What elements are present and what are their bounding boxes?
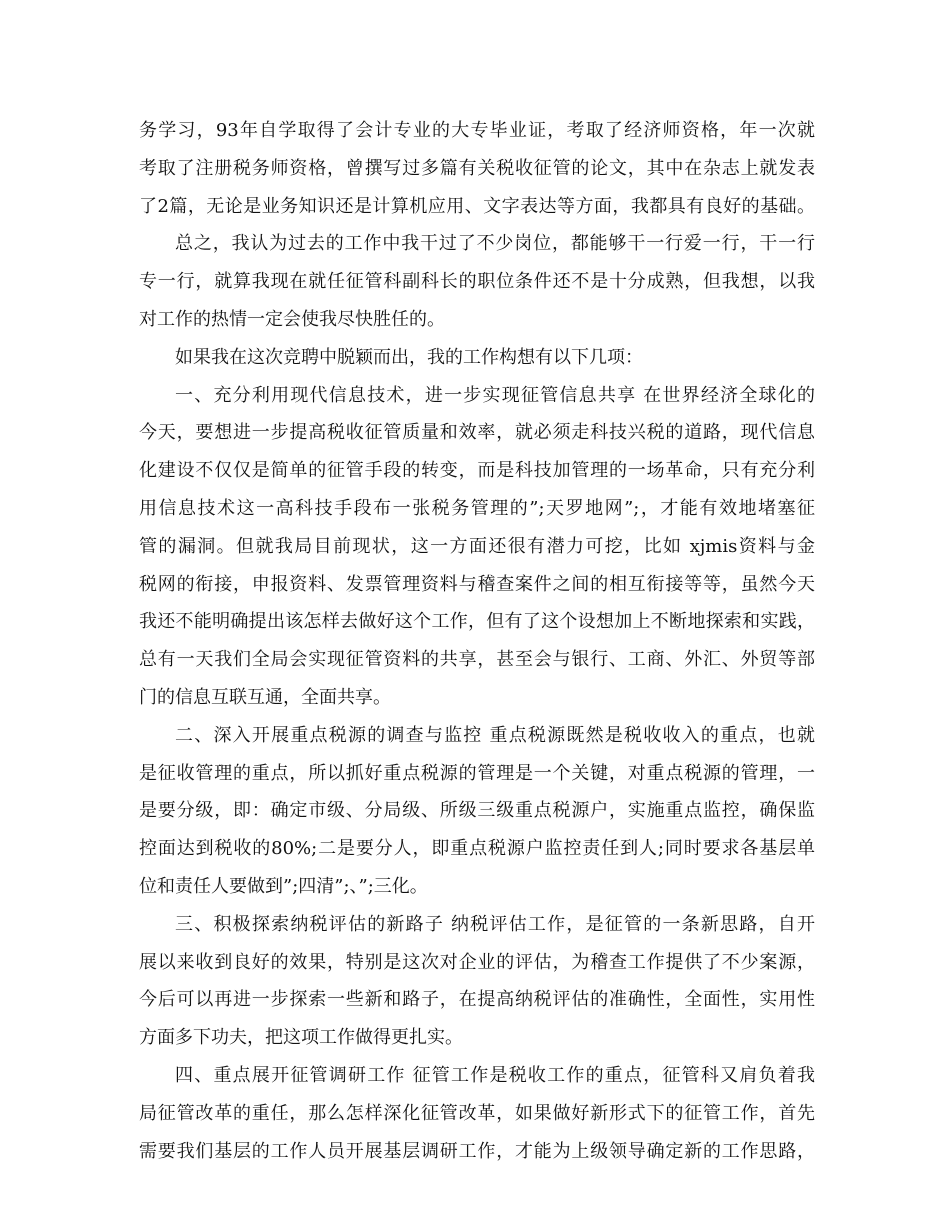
- text-line: 了2篇，无论是业务知识还是计算机应用、文字表达等方面，我都具有良好的基础。: [139, 195, 815, 217]
- text-line: 门的信息互联互通，全面共享。: [139, 686, 391, 708]
- text-line: 总有一天我们全局会实现征管资料的共享，甚至会与银行、工商、外汇、外贸等部: [139, 649, 815, 671]
- text-line: 控面达到税收的80%;二是要分人，即重点税源户监控责任到人;同时要求各基层单: [139, 838, 815, 860]
- text-line: 务学习，93年自学取得了会计专业的大专毕业证，考取了经济师资格，年一次就: [139, 120, 815, 141]
- text-line: 管的漏洞。但就我局目前现状，这一方面还很有潜力可挖，比如 xjmis资料与金: [139, 535, 815, 557]
- text-line: 专一行，就算我现在就任征管科副科长的职位条件还不是十分成熟，但我想，以我: [139, 271, 815, 293]
- text-line: 二、深入开展重点税源的调查与监控 重点税源既然是税收收入的重点，也就: [175, 724, 815, 746]
- text-line: 今后可以再进一步探索一些新和路子，在提高纳税评估的准确性，全面性，实用性: [139, 989, 815, 1011]
- text-line: 总之，我认为过去的工作中我干过了不少岗位，都能够干一行爱一行，干一行: [175, 233, 815, 255]
- text-line: 一、充分利用现代信息技术，进一步实现征管信息共享 在世界经济全球化的: [175, 384, 815, 406]
- text-line: 考取了注册税务师资格，曾撰写过多篇有关税收征管的论文，其中在杂志上就发表: [139, 157, 815, 179]
- text-line: 四、重点展开征管调研工作 征管工作是税收工作的重点，征管科又肩负着我: [175, 1064, 815, 1086]
- text-line: 是要分级，即：确定市级、分局级、所级三级重点税源户，实施重点监控，确保监: [139, 800, 815, 822]
- text-line: 局征管改革的重任，那么怎样深化征管改革，如果做好新形式下的征管工作，首先: [139, 1102, 815, 1124]
- text-line: 三、积极探索纳税评估的新路子 纳税评估工作，是征管的一条新思路，自开: [175, 913, 815, 935]
- text-line: 化建设不仅仅是简单的征管手段的转变，而是科技加管理的一场革命，只有充分利: [139, 460, 815, 482]
- text-line: 税网的衔接，申报资料、发票管理资料与稽查案件之间的相互衔接等等，虽然今天: [139, 573, 815, 595]
- document-body: [139, 112, 815, 1170]
- text-line: 今天，要想进一步提高税收征管质量和效率，就必须走科技兴税的道路，现代信息: [139, 422, 815, 444]
- text-line: 需要我们基层的工作人员开展基层调研工作，才能为上级领导确定新的工作思路，: [139, 1140, 815, 1162]
- text-line: 如果我在这次竞聘中脱颖而出，我的工作构想有以下几项：: [175, 346, 643, 368]
- text-line: 方面多下功夫，把这项工作做得更扎实。: [139, 1027, 463, 1049]
- text-line: 对工作的热情一定会使我尽快胜任的。: [139, 308, 445, 330]
- text-line: 用信息技术这一高科技手段布一张税务管理的”;天罗地网”;，才能有效地堵塞征: [139, 497, 815, 519]
- text-line: 展以来收到良好的效果，特别是这次对企业的评估，为稽查工作提供了不少案源，: [139, 951, 815, 973]
- text-line: 我还不能明确提出该怎样去做好这个工作，但有了这个设想加上不断地探索和实践，: [139, 611, 815, 633]
- text-line: 位和责任人要做到”;四清”;、”;三化。: [139, 875, 428, 897]
- text-line: 是征收管理的重点，所以抓好重点税源的管理是一个关键，对重点税源的管理，一: [139, 762, 815, 784]
